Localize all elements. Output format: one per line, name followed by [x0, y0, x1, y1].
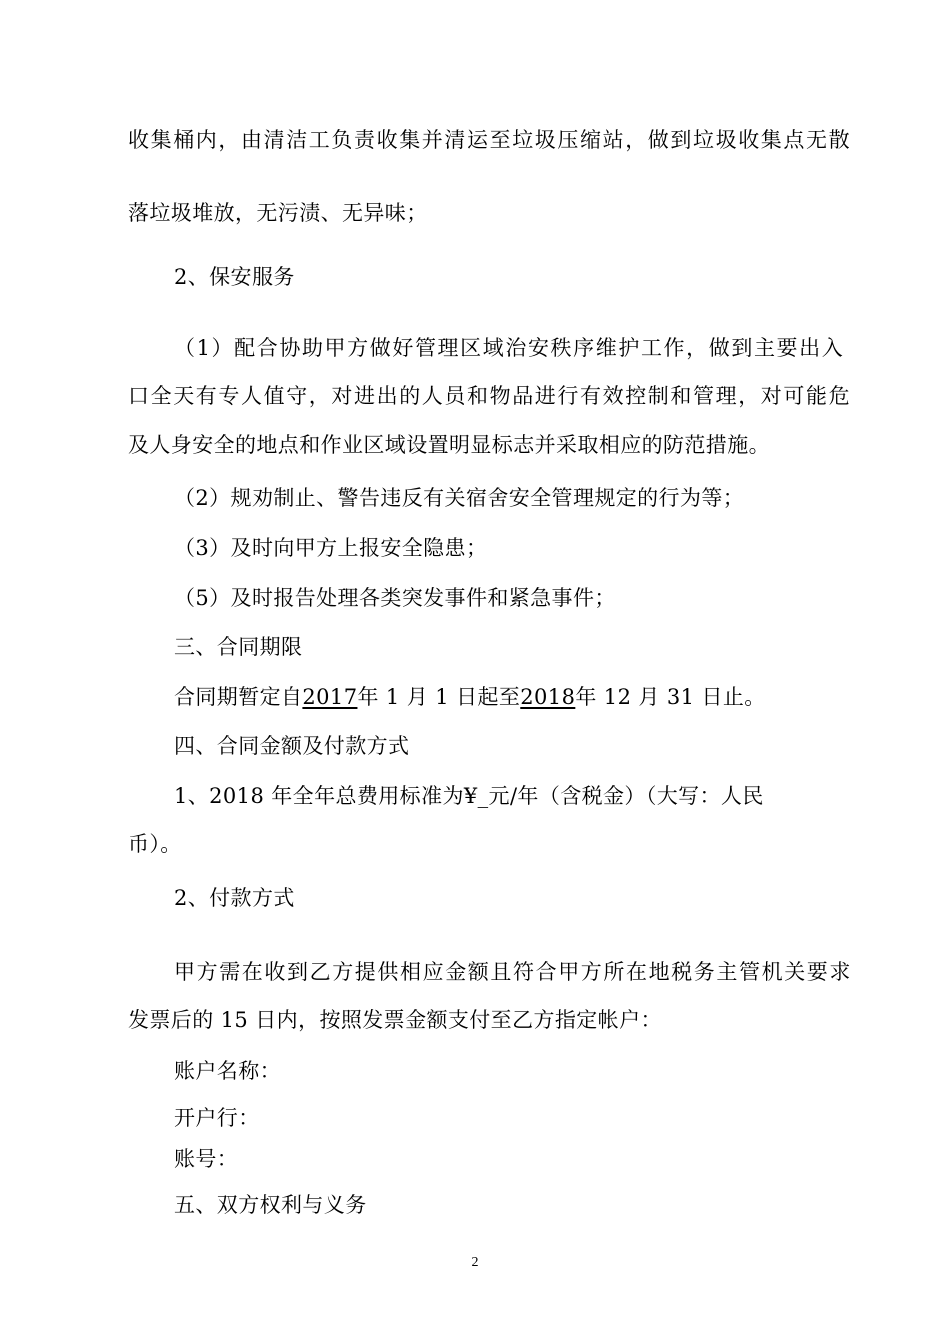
page-number: 2: [471, 1255, 479, 1270]
term-prefix: 合同期暂定自: [174, 685, 303, 709]
security-item-1-line-1: （1）配合协助甲方做好管理区域治安秩序维护工作，做到主要出入: [174, 336, 845, 360]
cleaning-continued-line-1: 收集桶内，由清洁工负责收集并清运至垃圾压缩站，做到垃圾收集点无散: [128, 128, 852, 152]
amount-item-1-line-1: 1、2018 年全年总费用标准为¥_元/年（含税金）（大写：人民: [174, 784, 764, 808]
bank-label: 开户行：: [174, 1106, 260, 1130]
section-heading-payment: 2、付款方式: [174, 886, 295, 910]
account-name-label: 账户名称：: [174, 1059, 281, 1083]
section-heading-amount: 四、合同金额及付款方式: [174, 734, 410, 758]
section-heading-contract-term: 三、合同期限: [174, 635, 303, 659]
security-item-5: （5）及时报告处理各类突发事件和紧急事件；: [174, 586, 616, 610]
payment-text-line-2: 发票后的 15 日内，按照发票金额支付至乙方指定帐户：: [128, 1008, 662, 1032]
security-item-3: （3）及时向甲方上报安全隐患；: [174, 536, 488, 560]
cleaning-continued-line-2: 落垃圾堆放，无污渍、无异味；: [128, 201, 428, 225]
security-item-2: （2）规劝制止、警告违反有关宿舍安全管理规定的行为等；: [174, 486, 745, 510]
amount-item-1-line-2: 币）。: [128, 832, 182, 856]
term-middle: 年 1 月 1 日起至: [357, 685, 521, 709]
contract-term-text: [174, 683, 766, 711]
security-item-1-line-2: 口全天有专人值守，对进出的人员和物品进行有效控制和管理，对可能危: [128, 384, 852, 408]
section-heading-security: 2、保安服务: [174, 265, 295, 289]
term-start-year: 2017: [302, 685, 358, 709]
payment-text-line-1: 甲方需在收到乙方提供相应金额且符合甲方所在地税务主管机关要求: [174, 960, 852, 984]
term-suffix: 年 12 月 31 日止。: [575, 685, 766, 709]
security-item-1-line-3: 及人身安全的地点和作业区域设置明显标志并采取相应的防范措施。: [128, 433, 770, 457]
account-number-label: 账号：: [174, 1147, 239, 1171]
term-end-year: 2018: [520, 685, 576, 709]
section-heading-rights: 五、双方权利与义务: [174, 1193, 367, 1217]
